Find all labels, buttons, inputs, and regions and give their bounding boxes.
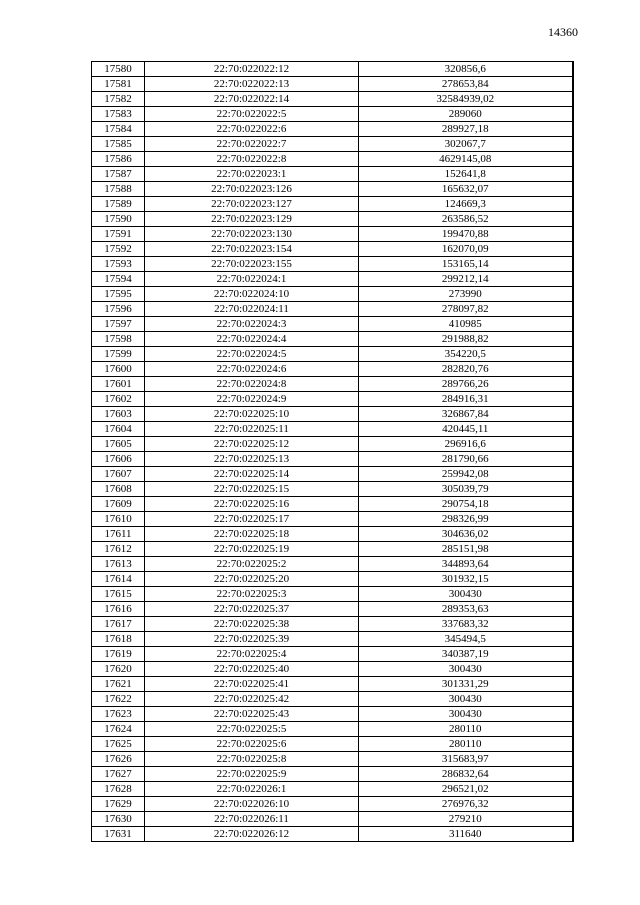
row-number-cell: 17592 [92, 242, 145, 257]
table-row [92, 122, 573, 137]
cadastral-number-cell: 22:70:022025:39 [145, 632, 359, 647]
table-row [92, 167, 573, 182]
row-number-cell: 17594 [92, 272, 145, 287]
cadastral-number-cell: 22:70:022024:3 [145, 317, 359, 332]
cadastral-number-cell: 22:70:022026:12 [145, 827, 359, 842]
cadastral-number-cell: 22:70:022025:19 [145, 542, 359, 557]
row-number-cell: 17624 [92, 722, 145, 737]
cadastral-value-cell: 282820,76 [359, 362, 573, 377]
cadastral-value-cell: 300430 [359, 662, 573, 677]
cadastral-value-cell: 300430 [359, 587, 573, 602]
cadastral-number-cell: 22:70:022025:4 [145, 647, 359, 662]
cadastral-value-cell: 124669,3 [359, 197, 573, 212]
row-number-cell: 17609 [92, 497, 145, 512]
cadastral-number-cell: 22:70:022024:8 [145, 377, 359, 392]
row-number-cell: 17602 [92, 392, 145, 407]
table-row [92, 152, 573, 167]
row-number-cell: 17593 [92, 257, 145, 272]
row-number-cell: 17590 [92, 212, 145, 227]
cadastral-value-cell: 296521,02 [359, 782, 573, 797]
row-number-cell: 17599 [92, 347, 145, 362]
cadastral-number-cell: 22:70:022025:18 [145, 527, 359, 542]
cadastral-number-cell: 22:70:022024:4 [145, 332, 359, 347]
cadastral-number-cell: 22:70:022025:20 [145, 572, 359, 587]
cadastral-value-cell: 285151,98 [359, 542, 573, 557]
row-number-cell: 17612 [92, 542, 145, 557]
cadastral-value-cell: 199470,88 [359, 227, 573, 242]
table-row [92, 662, 573, 677]
table-row [92, 737, 573, 752]
table-row [92, 407, 573, 422]
cadastral-number-cell: 22:70:022025:40 [145, 662, 359, 677]
cadastral-value-cell: 152641,8 [359, 167, 573, 182]
cadastral-number-cell: 22:70:022024:11 [145, 302, 359, 317]
cadastral-value-cell: 320856,6 [359, 62, 573, 77]
row-number-cell: 17585 [92, 137, 145, 152]
cadastral-value-cell: 291988,82 [359, 332, 573, 347]
table-row [92, 317, 573, 332]
cadastral-number-cell: 22:70:022024:1 [145, 272, 359, 287]
cadastral-number-cell: 22:70:022025:5 [145, 722, 359, 737]
cadastral-value-cell: 354220,5 [359, 347, 573, 362]
cadastral-value-cell: 281790,66 [359, 452, 573, 467]
row-number-cell: 17621 [92, 677, 145, 692]
row-number-cell: 17622 [92, 692, 145, 707]
cadastral-value-cell: 263586,52 [359, 212, 573, 227]
table-row [92, 512, 573, 527]
row-number-cell: 17619 [92, 647, 145, 662]
row-number-cell: 17580 [92, 62, 145, 77]
cadastral-value-cell: 278653,84 [359, 77, 573, 92]
cadastral-value-cell: 301331,29 [359, 677, 573, 692]
row-number-cell: 17610 [92, 512, 145, 527]
table-row [92, 692, 573, 707]
table-row [92, 827, 573, 842]
table-row [92, 752, 573, 767]
cadastral-number-cell: 22:70:022024:10 [145, 287, 359, 302]
table-row [92, 542, 573, 557]
cadastral-value-cell: 279210 [359, 812, 573, 827]
cadastral-value-cell: 280110 [359, 722, 573, 737]
cadastral-number-cell: 22:70:022023:154 [145, 242, 359, 257]
table-row [92, 767, 573, 782]
cadastral-number-cell: 22:70:022025:6 [145, 737, 359, 752]
cadastral-value-cell: 337683,32 [359, 617, 573, 632]
cadastral-value-cell: 286832,64 [359, 767, 573, 782]
cadastral-value-cell: 302067,7 [359, 137, 573, 152]
cadastral-number-cell: 22:70:022025:11 [145, 422, 359, 437]
cadastral-value-cell: 326867,84 [359, 407, 573, 422]
cadastral-number-cell: 22:70:022025:10 [145, 407, 359, 422]
cadastral-value-cell: 300430 [359, 707, 573, 722]
cadastral-number-cell: 22:70:022023:130 [145, 227, 359, 242]
row-number-cell: 17587 [92, 167, 145, 182]
table-row [92, 452, 573, 467]
table-row [92, 632, 573, 647]
row-number-cell: 17631 [92, 827, 145, 842]
cadastral-value-cell: 284916,31 [359, 392, 573, 407]
cadastral-number-cell: 22:70:022025:37 [145, 602, 359, 617]
table-row [92, 572, 573, 587]
table-row [92, 347, 573, 362]
row-number-cell: 17607 [92, 467, 145, 482]
cadastral-number-cell: 22:70:022024:9 [145, 392, 359, 407]
cadastral-value-cell: 305039,79 [359, 482, 573, 497]
cadastral-value-cell: 153165,14 [359, 257, 573, 272]
row-number-cell: 17625 [92, 737, 145, 752]
table-row [92, 272, 573, 287]
table-row [92, 212, 573, 227]
row-number-cell: 17626 [92, 752, 145, 767]
table-row [92, 797, 573, 812]
cadastral-value-cell: 340387,19 [359, 647, 573, 662]
table-row [92, 257, 573, 272]
cadastral-value-cell: 280110 [359, 737, 573, 752]
row-number-cell: 17596 [92, 302, 145, 317]
row-number-cell: 17608 [92, 482, 145, 497]
row-number-cell: 17615 [92, 587, 145, 602]
table-row [92, 362, 573, 377]
row-number-cell: 17611 [92, 527, 145, 542]
table-row [92, 782, 573, 797]
row-number-cell: 17623 [92, 707, 145, 722]
row-number-cell: 17613 [92, 557, 145, 572]
cadastral-number-cell: 22:70:022026:1 [145, 782, 359, 797]
cadastral-number-cell: 22:70:022025:42 [145, 692, 359, 707]
table-row [92, 467, 573, 482]
cadastral-number-cell: 22:70:022022:5 [145, 107, 359, 122]
cadastral-value-cell: 420445,11 [359, 422, 573, 437]
cadastral-value-cell: 278097,82 [359, 302, 573, 317]
row-number-cell: 17617 [92, 617, 145, 632]
cadastral-number-cell: 22:70:022023:127 [145, 197, 359, 212]
cadastral-value-cell: 289927,18 [359, 122, 573, 137]
row-number-cell: 17620 [92, 662, 145, 677]
table-row [92, 812, 573, 827]
table-row [92, 587, 573, 602]
cadastral-value-cell: 300430 [359, 692, 573, 707]
cadastral-value-cell: 298326,99 [359, 512, 573, 527]
cadastral-number-cell: 22:70:022026:10 [145, 797, 359, 812]
cadastral-value-cell: 299212,14 [359, 272, 573, 287]
row-number-cell: 17595 [92, 287, 145, 302]
row-number-cell: 17588 [92, 182, 145, 197]
row-number-cell: 17604 [92, 422, 145, 437]
table-row [92, 647, 573, 662]
cadastral-number-cell: 22:70:022025:16 [145, 497, 359, 512]
row-number-cell: 17600 [92, 362, 145, 377]
cadastral-number-cell: 22:70:022025:12 [145, 437, 359, 452]
cadastral-number-cell: 22:70:022022:8 [145, 152, 359, 167]
row-number-cell: 17582 [92, 92, 145, 107]
cadastral-value-table [91, 61, 574, 842]
cadastral-number-cell: 22:70:022023:155 [145, 257, 359, 272]
table-body [92, 62, 573, 842]
cadastral-number-cell: 22:70:022025:17 [145, 512, 359, 527]
cadastral-number-cell: 22:70:022025:13 [145, 452, 359, 467]
cadastral-number-cell: 22:70:022026:11 [145, 812, 359, 827]
table-row [92, 287, 573, 302]
table-row [92, 107, 573, 122]
cadastral-number-cell: 22:70:022025:43 [145, 707, 359, 722]
cadastral-value-cell: 165632,07 [359, 182, 573, 197]
cadastral-value-cell: 296916,6 [359, 437, 573, 452]
row-number-cell: 17629 [92, 797, 145, 812]
cadastral-value-cell: 289060 [359, 107, 573, 122]
row-number-cell: 17627 [92, 767, 145, 782]
cadastral-value-cell: 345494,5 [359, 632, 573, 647]
table-row [92, 302, 573, 317]
table-row [92, 377, 573, 392]
cadastral-value-cell: 301932,15 [359, 572, 573, 587]
row-number-cell: 17605 [92, 437, 145, 452]
cadastral-number-cell: 22:70:022025:14 [145, 467, 359, 482]
row-number-cell: 17603 [92, 407, 145, 422]
table-row [92, 182, 573, 197]
table-row [92, 677, 573, 692]
cadastral-value-cell: 289766,26 [359, 377, 573, 392]
cadastral-value-cell: 273990 [359, 287, 573, 302]
cadastral-value-cell: 259942,08 [359, 467, 573, 482]
table-row [92, 242, 573, 257]
table-row [92, 482, 573, 497]
cadastral-value-cell: 276976,32 [359, 797, 573, 812]
row-number-cell: 17601 [92, 377, 145, 392]
row-number-cell: 17597 [92, 317, 145, 332]
table-row [92, 707, 573, 722]
cadastral-number-cell: 22:70:022023:1 [145, 167, 359, 182]
table-row [92, 602, 573, 617]
cadastral-number-cell: 22:70:022025:41 [145, 677, 359, 692]
row-number-cell: 17630 [92, 812, 145, 827]
table-row [92, 527, 573, 542]
cadastral-value-cell: 289353,63 [359, 602, 573, 617]
cadastral-number-cell: 22:70:022022:14 [145, 92, 359, 107]
table-row [92, 392, 573, 407]
row-number-cell: 17598 [92, 332, 145, 347]
table-row [92, 227, 573, 242]
table-row [92, 422, 573, 437]
row-number-cell: 17584 [92, 122, 145, 137]
cadastral-value-cell: 32584939,02 [359, 92, 573, 107]
cadastral-number-cell: 22:70:022022:13 [145, 77, 359, 92]
cadastral-value-cell: 344893,64 [359, 557, 573, 572]
cadastral-number-cell: 22:70:022025:9 [145, 767, 359, 782]
row-number-cell: 17586 [92, 152, 145, 167]
cadastral-number-cell: 22:70:022025:8 [145, 752, 359, 767]
page-number: 14360 [548, 25, 578, 39]
cadastral-number-cell: 22:70:022022:12 [145, 62, 359, 77]
row-number-cell: 17589 [92, 197, 145, 212]
table-row [92, 332, 573, 347]
cadastral-value-cell: 304636,02 [359, 527, 573, 542]
cadastral-number-cell: 22:70:022025:3 [145, 587, 359, 602]
row-number-cell: 17614 [92, 572, 145, 587]
table-row [92, 437, 573, 452]
table-row [92, 557, 573, 572]
table-row [92, 497, 573, 512]
row-number-cell: 17583 [92, 107, 145, 122]
table-row [92, 722, 573, 737]
table-row [92, 62, 573, 77]
cadastral-value-cell: 311640 [359, 827, 573, 842]
cadastral-number-cell: 22:70:022025:2 [145, 557, 359, 572]
row-number-cell: 17581 [92, 77, 145, 92]
cadastral-value-cell: 290754,18 [359, 497, 573, 512]
table-row [92, 92, 573, 107]
cadastral-value-cell: 4629145,08 [359, 152, 573, 167]
cadastral-value-cell: 162070,09 [359, 242, 573, 257]
table-row [92, 77, 573, 92]
cadastral-number-cell: 22:70:022022:7 [145, 137, 359, 152]
row-number-cell: 17606 [92, 452, 145, 467]
cadastral-value-cell: 315683,97 [359, 752, 573, 767]
table-row [92, 137, 573, 152]
cadastral-number-cell: 22:70:022024:5 [145, 347, 359, 362]
cadastral-value-cell: 410985 [359, 317, 573, 332]
row-number-cell: 17618 [92, 632, 145, 647]
row-number-cell: 17591 [92, 227, 145, 242]
row-number-cell: 17616 [92, 602, 145, 617]
cadastral-number-cell: 22:70:022025:38 [145, 617, 359, 632]
cadastral-number-cell: 22:70:022024:6 [145, 362, 359, 377]
table-row [92, 197, 573, 212]
table-row [92, 617, 573, 632]
cadastral-number-cell: 22:70:022025:15 [145, 482, 359, 497]
row-number-cell: 17628 [92, 782, 145, 797]
cadastral-number-cell: 22:70:022022:6 [145, 122, 359, 137]
cadastral-number-cell: 22:70:022023:129 [145, 212, 359, 227]
cadastral-number-cell: 22:70:022023:126 [145, 182, 359, 197]
